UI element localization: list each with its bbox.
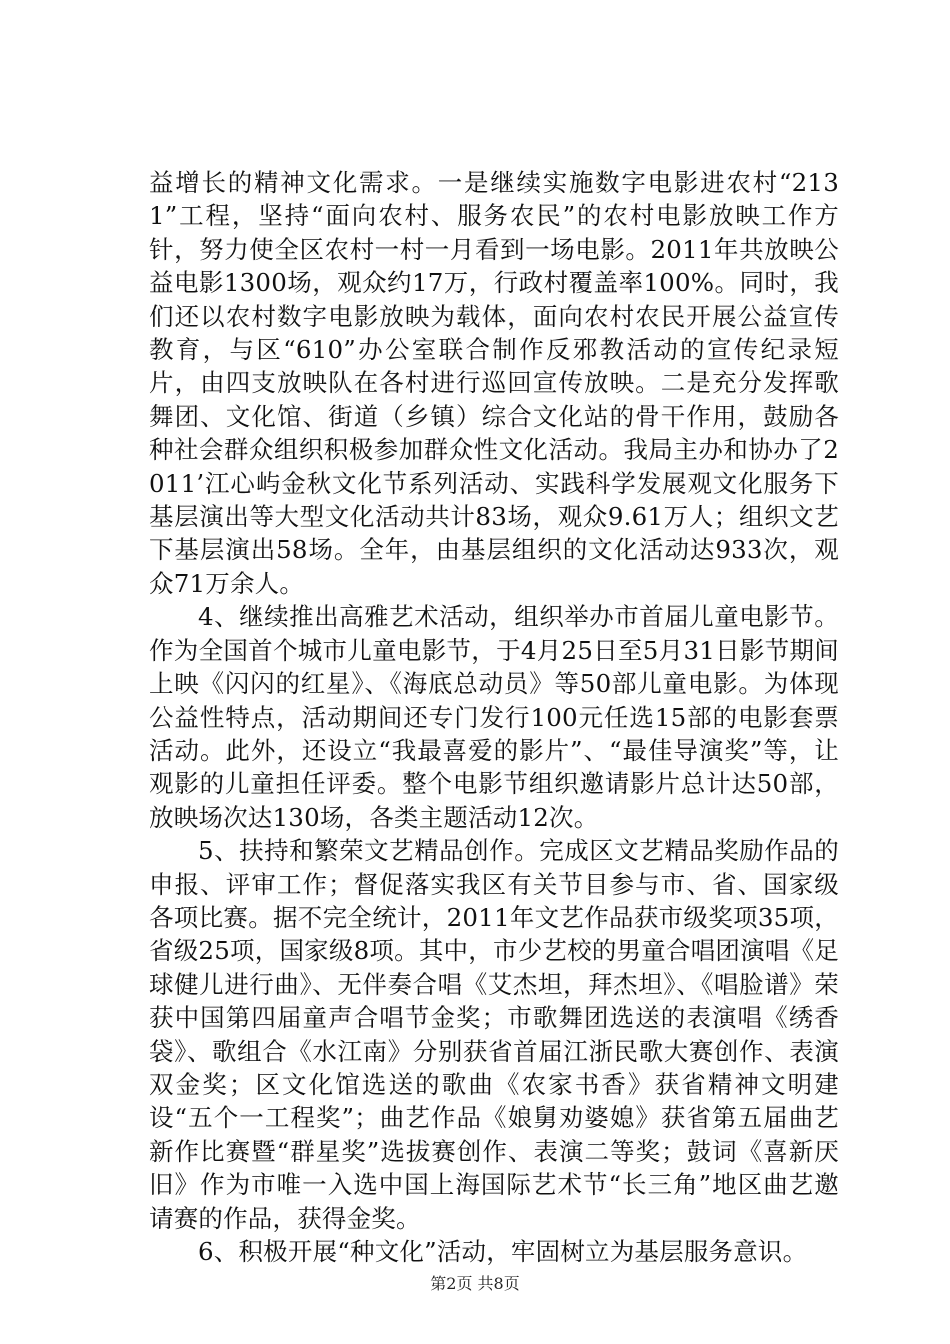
paragraph-4-children-film-festival: 4、继续推出高雅艺术活动，组织举办市首届儿童电影节。作为全国首个城市儿童电影节，于4月25日至5月31日影节期间上映《闪闪的红星》、《海底总动员》等50部儿童电影。为体现公益性特点，活动期间还专门发行100元任选15部的电影套票活动。此外，还设立“我最喜爱的影片”、“最佳导演奖”等，让观影的儿童担任评委。整个电影节组织邀请影片总计达50部，放映场次达130场，各类主题活动12次。 <box>149 602 839 832</box>
paragraph-5-art-creation: 5、扶持和繁荣文艺精品创作。完成区文艺精品奖励作品的申报、评审工作；督促落实我区有关节目参与市、省、国家级各项比赛。据不完全统计，2011年文艺作品获市级奖项35项，省级25项，国家级8项。其中，市少艺校的男童合唱团演唱《足球健儿进行曲》、无伴奏合唱《艾杰坦，拜杰坦》、《唱脸谱》荣获中国第四届童声合唱节金奖；市歌舞团选送的表演唱《绣香袋》、歌组合《水江南》分别获省首届江浙民歌大赛创作、表演双金奖；区文化馆选送的歌曲《农家书香》获省精神文明建设“五个一工程奖”；曲艺作品《娘舅劝婆媳》获省第五届曲艺新作比赛暨“群星奖”选拔赛创作、表演二等奖；鼓词《喜新厌旧》作为市唯一入选中国上海国际艺术节“长三角”地区曲艺邀请赛的作品，获得金奖。 <box>149 836 839 1233</box>
page-number: 第2页 共8页 <box>430 1274 520 1293</box>
paragraph-6-grassroots-culture: 6、积极开展“种文化”活动，牢固树立为基层服务意识。 <box>198 1237 808 1266</box>
paragraph-continued: 益增长的精神文化需求。一是继续实施数字电影进农村“2131”工程，坚持“面向农村、服务农民”的农村电影放映工作方针，努力使全区农村一村一月看到一场电影。2011年共放映公益电影1300场，观众约17万，行政村覆盖率100%。同时，我们还以农村数字电影放映为载体，面向农村农民开展公益宣传教育，与区“610”办公室联合制作反邪教活动的宣传纪录短片，由四支放映队在各村进行巡回宣传放映。二是充分发挥歌舞团、文化馆、街道（乡镇）综合文化站的骨干作用，鼓励各种社会群众组织积极参加群众性文化活动。我局主办和协办了2011’江心屿金秋文化节系列活动、实践科学发展观文化服务下基层演出等大型文化活动共计83场，观众9.61万人；组织文艺下基层演出58场。全年，由基层组织的文化活动达933次，观众71万余人。 <box>149 168 839 598</box>
document-body <box>149 166 839 1268</box>
page-footer <box>0 1273 950 1295</box>
